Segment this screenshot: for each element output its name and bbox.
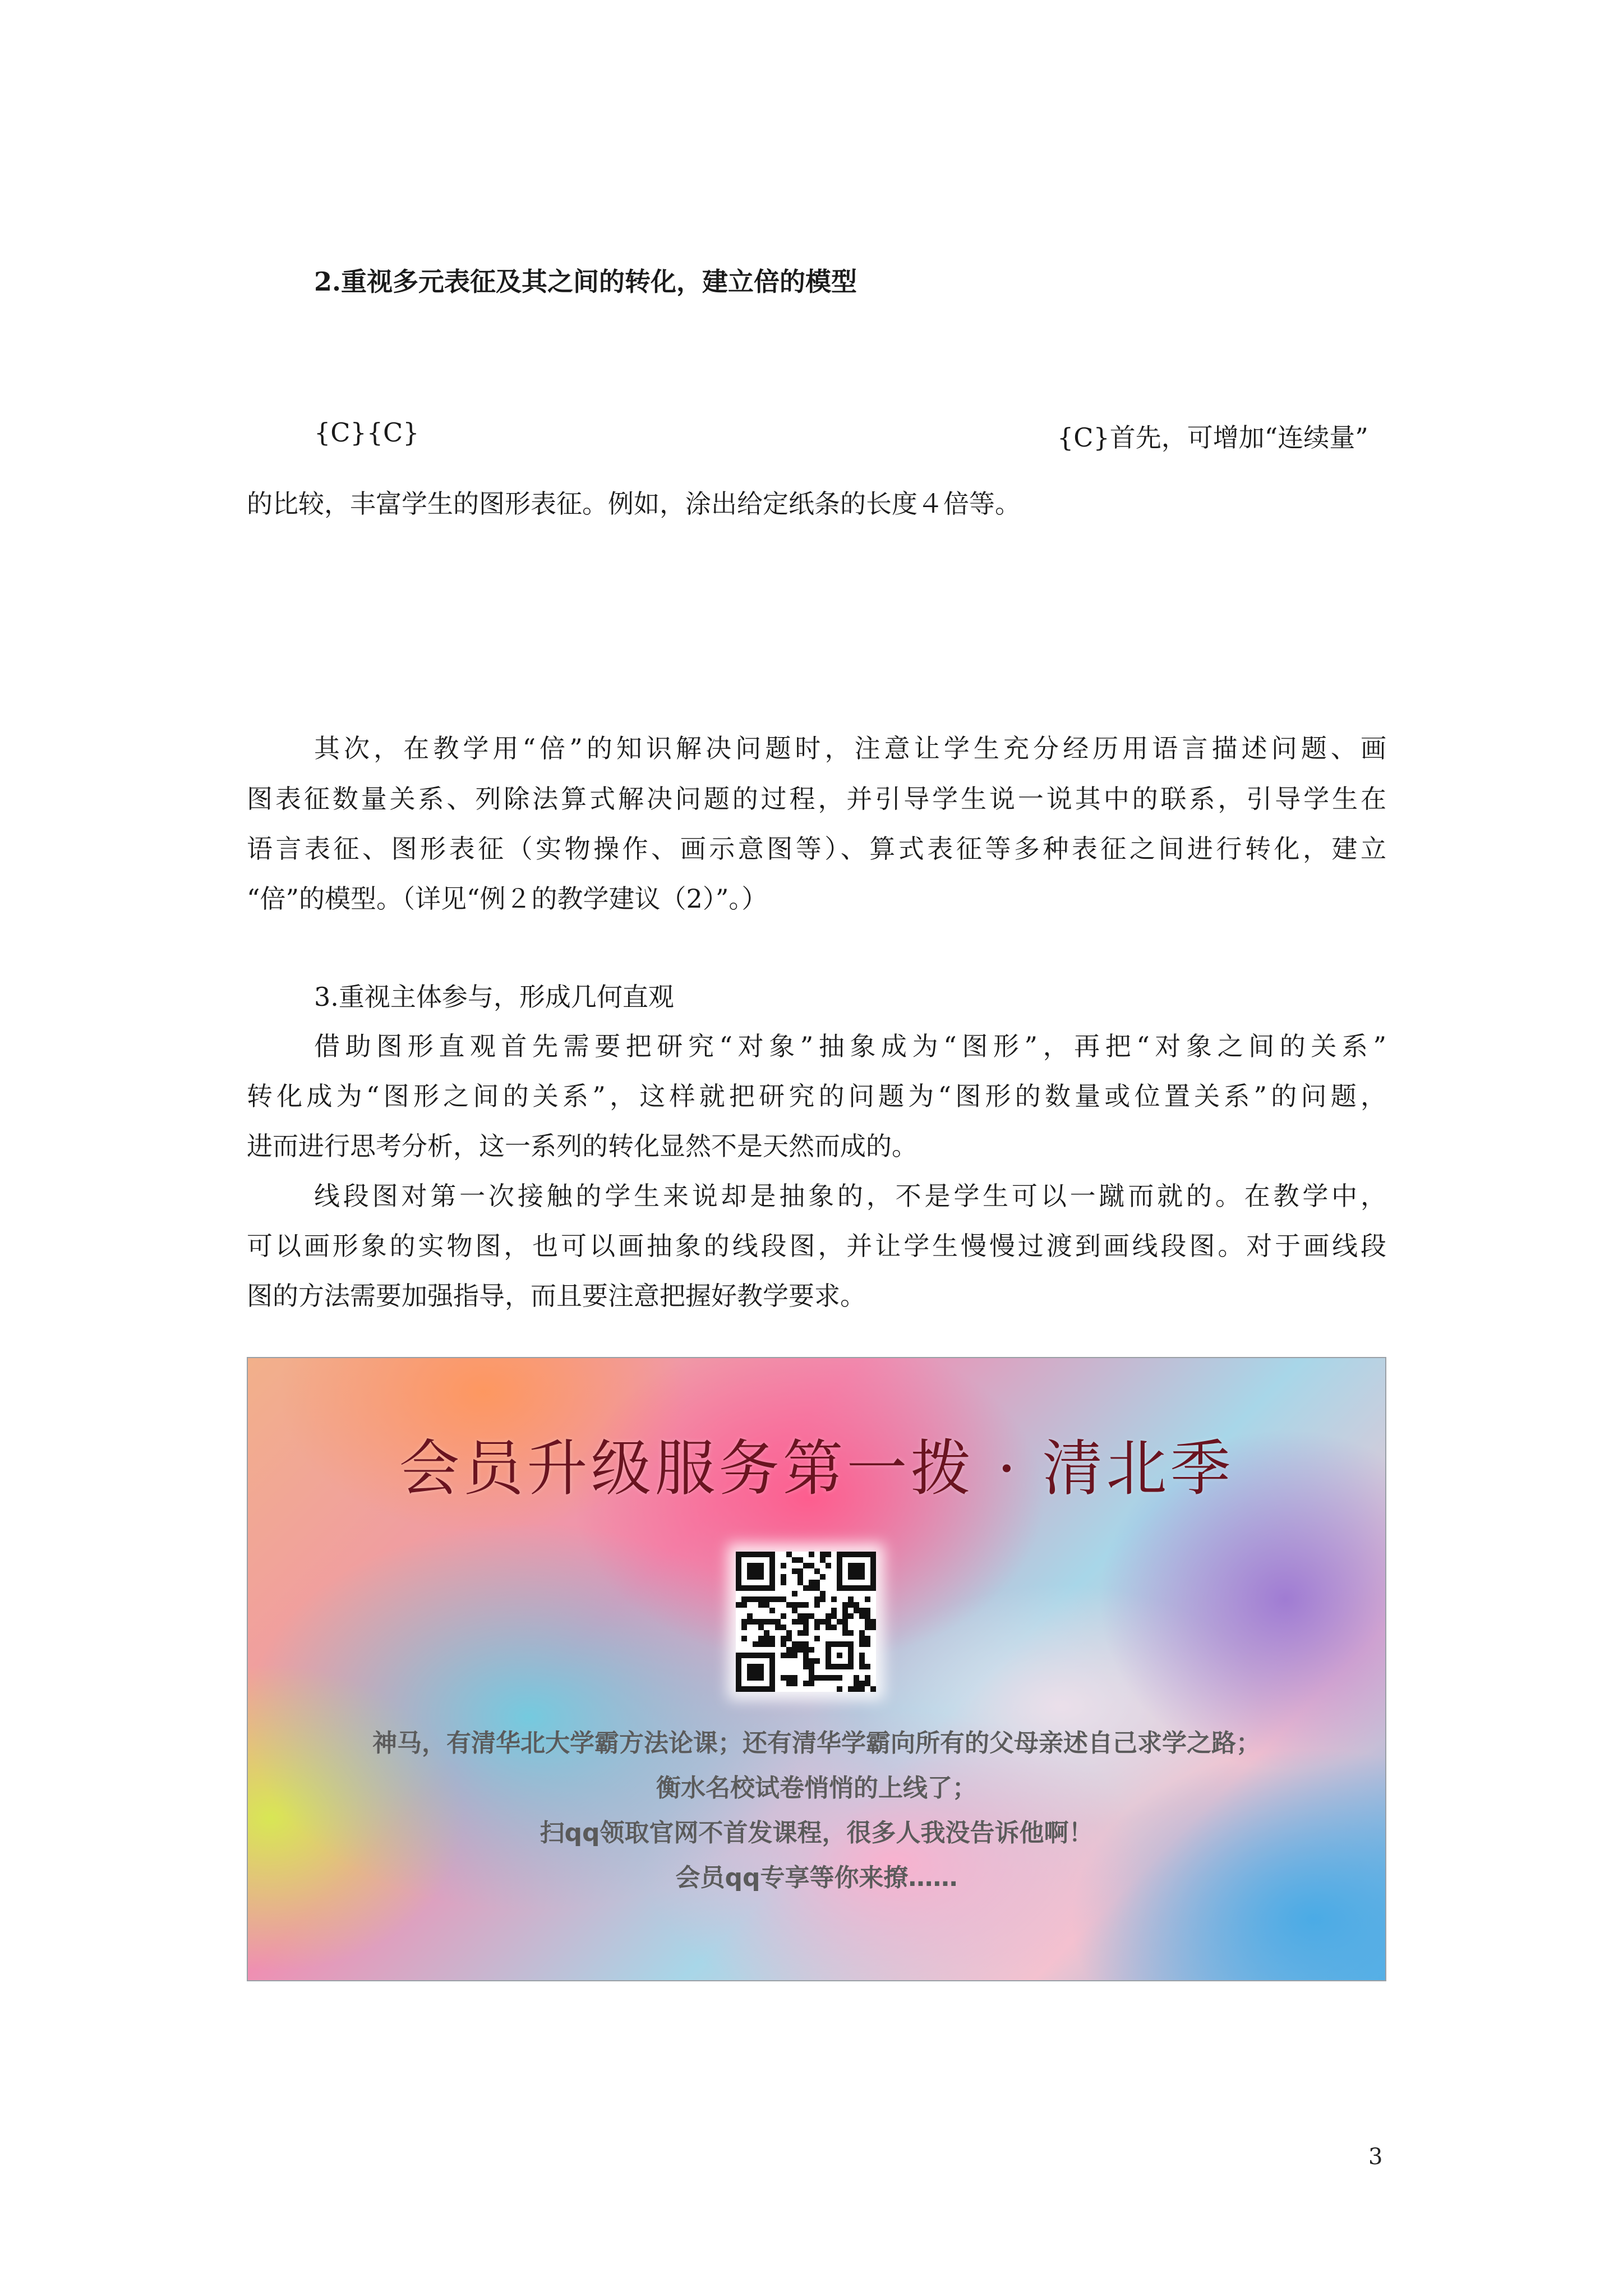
page-number: 3 [1368, 2144, 1383, 2170]
qr-code-icon[interactable] [736, 1552, 876, 1692]
banner-title: 会员升级服务第一拨 · 清北季 [399, 1434, 1234, 1504]
promo-banner[interactable] [247, 1357, 1386, 1981]
section2-para2-line2: 图表征数量关系、列除法算式解决问题的过程，并引导学生说一说其中的联系，引导学生在 [247, 784, 1386, 814]
section3-para1-line1: 借助图形直观首先需要把研究“对象”抽象成为“图形”，再把“对象之间的关系” [314, 1031, 1386, 1061]
section2-para2-line1: 其次，在教学用“倍”的知识解决问题时，注意让学生充分经历用语言描述问题、画 [314, 733, 1386, 763]
qr-code-graphic [736, 1552, 876, 1692]
section3-para2-line1: 线段图对第一次接触的学生来说却是抽象的，不是学生可以一蹴而就的。在教学中， [314, 1181, 1386, 1211]
section3-heading: 3.重视主体参与，形成几何直观 [314, 982, 674, 1012]
banner-line-3: 扫qq领取官网不首发课程，很多人我没告诉他啊！ [540, 1819, 1094, 1847]
section3-para2-line3: 图的方法需要加强指导，而且要注意把握好教学要求。 [247, 1281, 866, 1311]
section2-line1-right: {C}首先，可增加“连续量” [1057, 422, 1368, 453]
section3-para1-line3: 进而进行思考分析，这一系列的转化显然不是天然而成的。 [247, 1131, 917, 1161]
banner-line-4: 会员qq专享等你来撩…… [675, 1864, 958, 1892]
section2-para2-line3: 语言表征、图形表征（实物操作、画示意图等）、算式表征等多种表征之间进行转化，建立 [247, 834, 1386, 864]
section3-para1-line2: 转化成为“图形之间的关系”，这样就把研究的问题为“图形的数量或位置关系”的问题， [247, 1081, 1386, 1111]
section2-heading: 2.重视多元表征及其之间的转化，建立倍的模型 [314, 266, 857, 297]
section2-line2: 的比较，丰富学生的图形表征。例如，涂出给定纸条的长度４倍等。 [247, 489, 1021, 519]
section3-para2-line2: 可以画形象的实物图，也可以画抽象的线段图，并让学生慢慢过渡到画线段图。对于画线段 [247, 1231, 1386, 1261]
banner-line-2: 衡水名校试卷悄悄的上线了； [656, 1774, 977, 1802]
section2-para2-line4: “倍”的模型。（详见“例２的教学建议（2）”。） [247, 884, 768, 914]
banner-line-1: 神马，有清华北大学霸方法论课；还有清华学霸向所有的父母亲述自己求学之路； [372, 1729, 1261, 1757]
section2-line1-left: {C}{C} [314, 417, 419, 448]
